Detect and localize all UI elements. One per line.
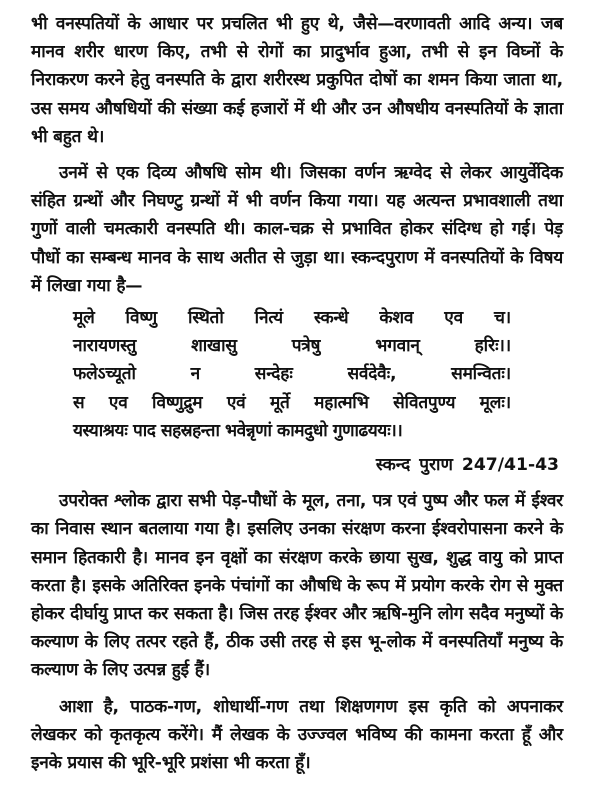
paragraph-closing-wishes: आशा है, पाठक-गण, शोधार्थी-गण तथा शिक्षणगण इस कृति को अपनाकर लेखकर को कृतकृत्य करेंगे। मैं लेखक के उज्ज्वल भविष्य की कामना करता हूँ और इनके प्रयास की भूरि-भूरि प्रशंसा भी करता हूँ। — [31, 696, 563, 774]
verse-line-1: मूले विष्णु स्थितो नित्यं स्कन्धे केशव एव च। — [73, 308, 511, 329]
verse-line-5: यस्याश्रयः पाद सहस्रहन्ता भवेन्नृणां कामदुधो गुणाढययः।। — [73, 420, 403, 441]
sanskrit-verse-block — [73, 304, 511, 445]
paragraph-verse-explanation: उपरोक्त श्लोक द्वारा सभी पेड़-पौधों के मूल, तना, पत्र एवं पुष्प और फल में ईश्वर का निवास स्थान बतलाया गया है। इसलिए उनका संरक्षण करना ईश्वरोपासना करने के समान हितकारी है। मानव इन वृक्षों का संरक्षण करके छाया सुख, शुद्ध वायु को प्राप्त करता है। इसके अतिरिक्त इनके पंचांगों का औषधि के रूप में प्रयोग करके रोग से मुक्त होकर दीर्घायु प्राप्त कर सकता है। जिस तरह ईश्वर और ऋषि-मुनि लोग सदैव मनुष्यों के कल्याण के लिए तत्पर रहते हैं, ठीक उसी तरह से इस भू-लोक में वनस्पतियाँ मनुष्य के कल्याण के लिए उत्पन्न हुई हैं। — [31, 491, 563, 681]
paragraph-soma: उनमें से एक दिव्य औषधि सोम थी। जिसका वर्णन ऋग्वेद से लेकर आयुर्वेदिक संहित ग्रन्थों और निघण्टु ग्रन्थों में भी वर्णन किया गया। यह अत्यन्त प्रभावशाली तथा गुणों वाली चमत्कारी वनस्पति थी। काल-चक्र से प्रभावित होकर संदिग्ध हो गई। पेड़ पौधों का सम्बन्ध मानव के साथ अतीत से जुड़ा था। स्कन्दपुराण में वनस्पतियों के विषय में लिखा गया है— — [31, 163, 563, 296]
verse-line-4: स एव विष्णुद्रुम एवं मूर्ते महात्मभि सेवितपुण्य मूलः। — [73, 392, 511, 413]
verse-line-3: फलेऽच्यूतो न सन्देहः सर्वदेवैः, समन्वितः। — [73, 364, 511, 385]
paragraph-continuation: भी वनस्पतियों के आधार पर प्रचलित भी हुए थे, जैसे—वरणावती आदि अन्य। जब मानव शरीर धारण किए, तभी से रोगों का प्रादुर्भाव हुआ, तभी से इन विघ्नों के निराकरण करने हेतु वनस्पति के द्वारा शरीरस्थ प्रकुपित दोषों का शमन किया जाता था, उस समय औषधियों की संख्या कई हजारों में थी और उन औषधीय वनस्पतियों के ज्ञाता भी बहुत थे। — [31, 14, 563, 147]
verse-line-2: नारायणस्तु शाखासु पत्रेषु भगवान् हरिः।। — [73, 336, 511, 357]
verse-citation: स्कन्द पुराण 247/41-43 — [375, 455, 559, 476]
book-page — [31, 10, 563, 777]
